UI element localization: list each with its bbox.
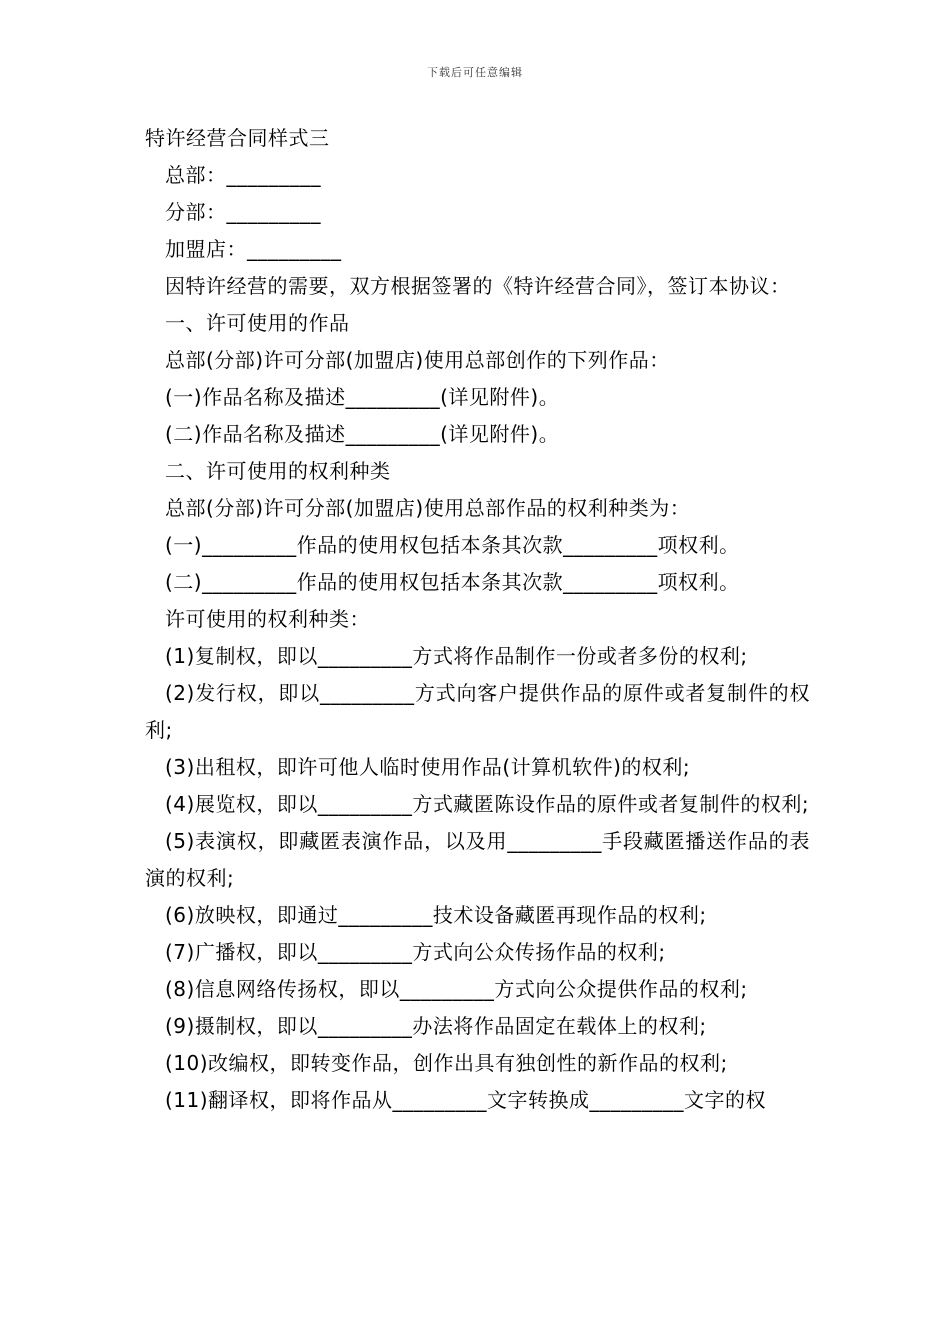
work-item-2: (二)作品名称及描述_________(详见附件)。 [165,422,560,446]
rights-item-2: (二)_________作品的使用权包括本条其次款_________项权利。 [165,570,740,594]
right-screening: (6)放映权，即通过_________技术设备藏匿再现作品的权利; [165,903,707,927]
right-exhibition: (4)展览权，即以_________方式藏匿陈设作品的原件或者复制件的权利; [165,792,810,816]
rights-intro-paragraph: 总部(分部)许可分部(加盟店)使用总部作品的权利种类为： [165,496,691,520]
right-reproduction: (1)复制权，即以_________方式将作品制作一份或者多份的权利; [165,644,748,668]
right-rental: (3)出租权，即许可他人临时使用作品(计算机软件)的权利; [165,755,691,779]
preamble-paragraph: 因特许经营的需要，双方根据签署的《特许经营合同》，签订本协议： [165,274,791,298]
right-filming: (9)摄制权，即以_________办法将作品固定在载体上的权利; [165,1014,707,1038]
party-franchisee-line: 加盟店：_________ [165,237,342,261]
works-intro-paragraph: 总部(分部)许可分部(加盟店)使用总部创作的下列作品： [165,348,670,372]
rights-item-1: (一)_________作品的使用权包括本条其次款_________项权利。 [165,533,740,557]
right-performance: (5)表演权，即藏匿表演作品，以及用_________手段藏匿播送作品的表演的权利; [145,829,810,890]
work-item-1: (一)作品名称及描述_________(详见附件)。 [165,385,560,409]
right-translation: (11)翻译权，即将作品从_________文字转换成_________文字的权 [165,1088,767,1112]
document-body [145,120,810,1119]
section-heading-rights: 二、许可使用的权利种类 [165,459,391,483]
document-title: 特许经营合同样式三 [145,126,330,150]
rights-types-heading: 许可使用的权利种类： [165,607,370,631]
right-adaptation: (10)改编权，即转变作品，创作出具有独创性的新作品的权利; [165,1051,728,1075]
party-branch-line: 分部：_________ [165,200,321,224]
right-broadcasting: (7)广播权，即以_________方式向公众传扬作品的权利; [165,940,666,964]
header-note: 下载后可任意编辑 [427,66,523,79]
section-heading-works: 一、许可使用的作品 [165,311,350,335]
right-network-dissemination: (8)信息网络传扬权，即以_________方式向公众提供作品的权利; [165,977,748,1001]
party-headquarters-line: 总部：_________ [165,163,321,187]
right-distribution: (2)发行权，即以_________方式向客户提供作品的原件或者复制件的权利; [145,681,810,742]
